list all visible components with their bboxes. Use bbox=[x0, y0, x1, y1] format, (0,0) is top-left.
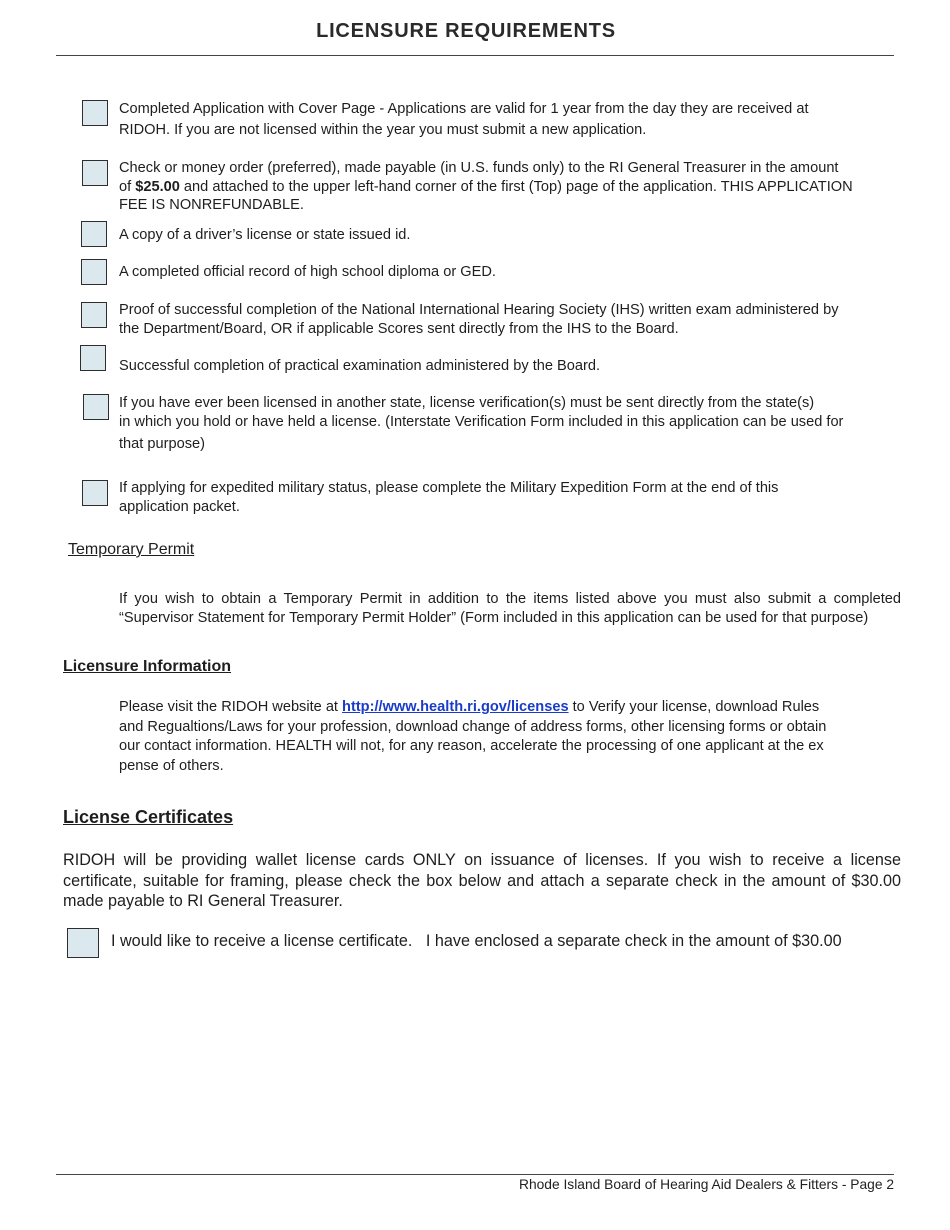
checkbox-license-verification[interactable] bbox=[83, 394, 109, 420]
checkbox-high-school-diploma[interactable] bbox=[81, 259, 107, 285]
requirement-military-status: If applying for expedited military status, please complete the Military Expedition Form at the end of this application packet. bbox=[119, 480, 779, 515]
licensure-information-text: Please visit the RIDOH website at http://www.health.ri.gov/licenses to Verify your license, download Rules and Regualtions/Laws for your profession, download change of address forms, other licensing forms or obtain our contact information. HEALTH will not, for any reason, accelerate the processing of one applicant at the ex pense of others. bbox=[119, 699, 827, 774]
requirement-ihs-written-exam: Proof of successful completion of the National International Hearing Society (IHS) written exam administered by the Department/Board, OR if applicable Scores sent directly from the IHS to the Board. bbox=[119, 302, 839, 337]
checkbox-completed-application[interactable] bbox=[82, 100, 108, 126]
license-certificates-heading: License Certificates bbox=[63, 807, 234, 827]
requirement-drivers-license: A copy of a driver’s license or state issued id. bbox=[119, 227, 411, 243]
checkbox-military-status[interactable] bbox=[82, 480, 108, 506]
temporary-permit-heading: Temporary Permit bbox=[68, 541, 195, 558]
checkbox-application-fee[interactable] bbox=[82, 160, 108, 186]
license-certificates-text: RIDOH will be providing wallet license cards ONLY on issuance of licenses. If you wish to receive a license certificate, suitable for framing, please check the box below and attach a separate check in the amount of $30.00 made payable to RI General Treasurer. bbox=[63, 851, 901, 910]
requirement-practical-exam: Successful completion of practical examination administered by the Board. bbox=[119, 358, 601, 374]
checkbox-license-certificate[interactable] bbox=[67, 928, 99, 958]
footer-text: Rhode Island Board of Hearing Aid Dealers & Fitters - Page 2 bbox=[518, 1177, 894, 1192]
licensure-information-heading: Licensure Information bbox=[63, 658, 232, 675]
temporary-permit-text: If you wish to obtain a Temporary Permit in addition to the items listed above you must also submit a completed “Supervisor Statement for Temporary Permit Holder” (Form included in this application can be used for that purpose) bbox=[119, 591, 901, 626]
page-title: LICENSURE REQUIREMENTS bbox=[316, 20, 616, 42]
footer-divider bbox=[56, 1174, 894, 1175]
checkbox-drivers-license[interactable] bbox=[81, 221, 107, 247]
requirement-high-school-diploma: A completed official record of high school diploma or GED. bbox=[119, 264, 496, 280]
fee-amount: $25.00 bbox=[135, 178, 180, 195]
ridoh-licenses-link[interactable]: http://www.health.ri.gov/licenses bbox=[342, 699, 569, 715]
checkbox-ihs-written-exam[interactable] bbox=[81, 302, 107, 328]
checkbox-practical-exam[interactable] bbox=[80, 345, 106, 371]
header-divider bbox=[56, 55, 894, 56]
requirement-completed-application: Completed Application with Cover Page - Applications are valid for 1 year from the day they are received at RIDOH. If you are not licensed within the year you must submit a new application. bbox=[119, 101, 809, 138]
license-certificate-checkbox-label: I would like to receive a license certificate. I have enclosed a separate check in the amount of $30.00 bbox=[111, 932, 842, 950]
requirement-application-fee: Check or money order (preferred), made payable (in U.S. funds only) to the RI General Treasurer in the amount of $25.00 and attached to the upper left-hand corner of the first (Top) page of the application. THIS APPLICATION FEE IS NONREFUNDABLE. bbox=[119, 160, 853, 213]
requirement-license-verification: If you have ever been licensed in another state, license verification(s) must be sent directly from the state(s) in which you hold or have held a license. (Interstate Verification Form included in this application can be used for that purpose) bbox=[119, 395, 844, 452]
